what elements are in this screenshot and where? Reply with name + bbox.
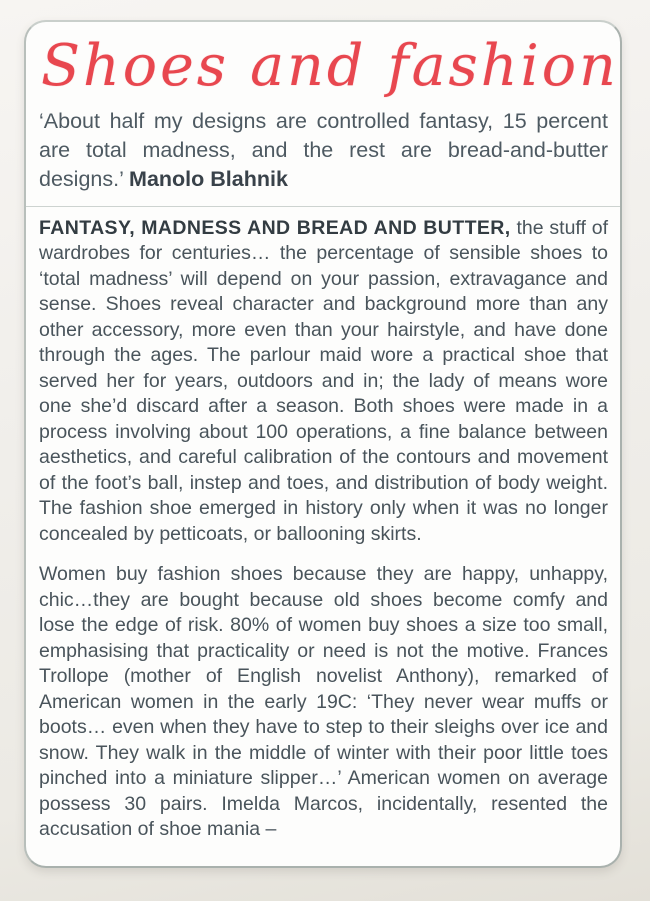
pull-quote-attribution: Manolo Blahnik (129, 166, 288, 191)
section-divider (26, 206, 620, 207)
paragraph-lead-caps: FANTASY, MADNESS AND BREAD AND BUTTER, (39, 216, 511, 239)
page-title: Shoes and fashion (41, 33, 619, 99)
paragraph-fantasy-madness (39, 216, 608, 548)
book-page (24, 20, 622, 868)
paragraph-women-buy-shoes: Women buy fashion shoes because they are happy, unhappy, chic…they are bought because old shoes become comfy and lose the edge of risk. 80% of women buy shoes a size too small, emphasising that practicality or need is not the motive. Frances Trollope (mother of English novelist Anthony), remarked of American women in the early 19C: ‘They never wear muffs or boots… even when they have to step to their sleighs over ice and snow. They walk in the middle of winter with their poor little toes pinched into a miniature slipper…’ American women on average possess 30 pairs. Imelda Marcos, incidentally, resented the accusation of shoe mania – (39, 563, 608, 841)
pull-quote-text: ‘About half my designs are controlled fantasy, 15 percent are total madness, and the rest are bread-and-butter designs.’ (39, 108, 608, 191)
pull-quote (39, 107, 608, 194)
paragraph-1-text: the stuff of wardrobes for centuries… the percentage of sensible shoes to ‘total madness’ will depend on your passion, extravagance and sense. Shoes reveal character and background more than any other accessory, more even than your hairstyle, and have done through the ages. The parlour maid wore a practical shoe that served her for years, outdoors and in; the lady of means wore one she’d discard after a season. Both shoes were made in a process involving about 100 operations, a fine balance between aesthetics, and careful calibration of the contours and movement of the foot’s ball, instep and toes, and distribution of body weight. The fashion shoe emerged in history only when it was no longer concealed by petticoats, or ballooning skirts. (39, 216, 608, 545)
